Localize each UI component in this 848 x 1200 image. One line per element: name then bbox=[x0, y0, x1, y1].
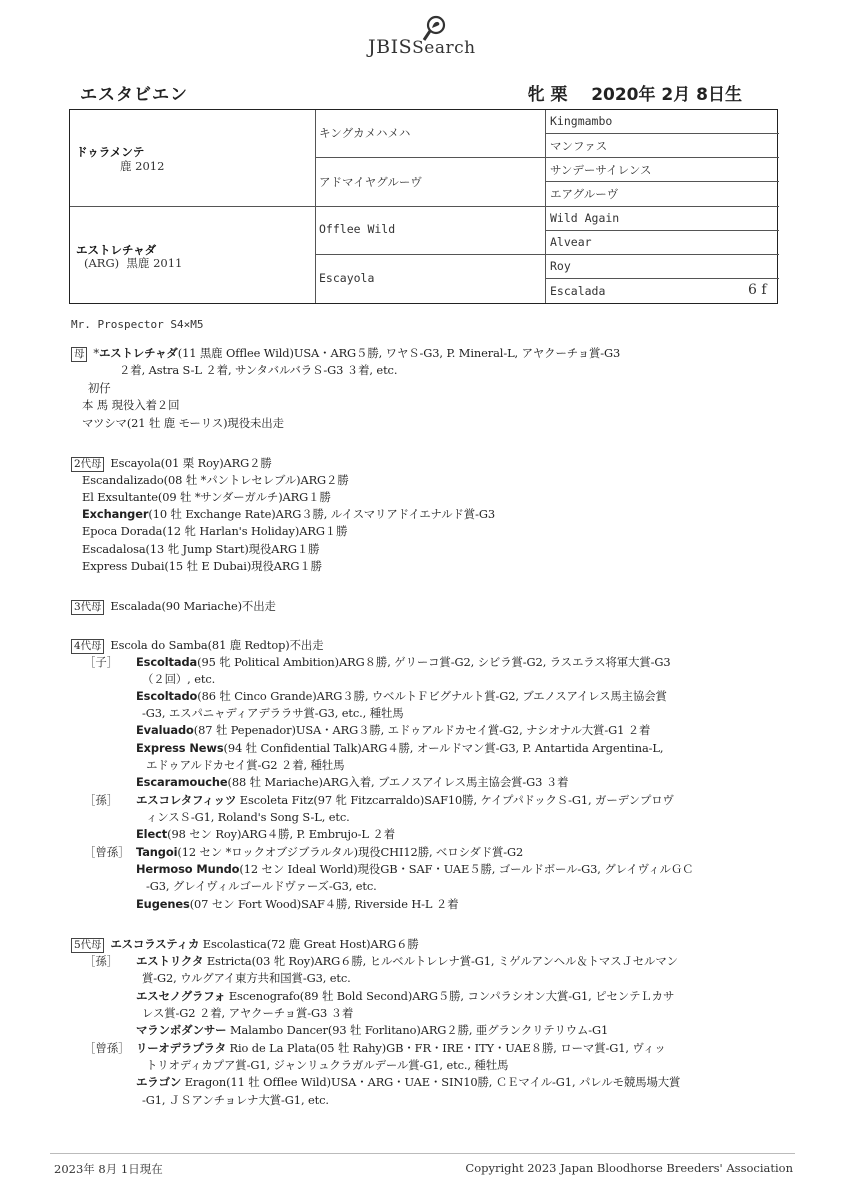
logo-text: JBISSearch bbox=[368, 36, 476, 58]
dam-name: エストレチャダ bbox=[76, 243, 157, 257]
footer-divider bbox=[50, 1153, 795, 1154]
g5-line: トリオディカプア賞-G1, ジャンリュクラガルデール賞-G1, etc., 種牡馬 bbox=[146, 1058, 509, 1072]
dam-line-3: 初仔 bbox=[88, 381, 111, 395]
g4-line: Escoltada(95 牝 Political Ambition)ARG８勝, ゲリーコ賞-G2, シビラ賞-G2, ラスエラス将軍大賞-G3 bbox=[136, 655, 671, 669]
tag-child: ［子］ bbox=[84, 655, 119, 669]
g5-line: リーオデラプラタ Rio de La Plata(05 牡 Rahy)GB・FR・IRE・ITY・UAE８勝, ローマ賞-G1, ヴィッ bbox=[136, 1041, 666, 1055]
gen-badge: 2代母 bbox=[71, 457, 104, 472]
sire-name: ドゥラメンテ bbox=[76, 145, 145, 159]
g4-line: Eugenes(07 セン Fort Wood)SAF４勝, Riverside H-L ２着 bbox=[136, 897, 459, 911]
g4-head: 4代母 Escola do Samba(81 鹿 Redtop)不出走 bbox=[71, 637, 324, 654]
g3-5: Wild Again bbox=[550, 211, 620, 225]
jbis-logo bbox=[368, 14, 498, 58]
dam-line-2: ２着, Astra S-L ２着, サンタバルバラＳ-G3 ３着, etc. bbox=[119, 363, 398, 377]
sire-detail: 鹿 2012 bbox=[120, 159, 165, 173]
g5-line: -G1, ＪＳアンチョレナ大賞-G1, etc. bbox=[142, 1093, 329, 1107]
g4-line: ィンスＳ-G1, Roland's Song S-L, etc. bbox=[146, 810, 350, 824]
g3-6: Alvear bbox=[550, 235, 592, 249]
horse-name: エスタビエン bbox=[80, 85, 188, 105]
horse-info bbox=[528, 80, 742, 105]
tag-grandchild: ［孫］ bbox=[84, 793, 119, 807]
sire-dam: アドマイヤグルーヴ bbox=[319, 175, 422, 189]
g3-3: サンデーサイレンス bbox=[550, 163, 652, 177]
g5-line: エスセノグラフォ Escenografo(89 牡 Bold Second)ARG５勝, コンパラシオン大賞-G1, ピセンテＬカサ bbox=[136, 989, 675, 1003]
g2-line: El Exsultante(09 牡 *サンダーガルチ)ARG１勝 bbox=[82, 490, 331, 504]
dam-detail: (ARG) 黒鹿 2011 bbox=[84, 256, 183, 270]
g4-line: Elect(98 セン Roy)ARG４勝, P. Embrujo-L ２着 bbox=[136, 827, 395, 841]
g4-line: Escaramouche(88 牡 Mariache)ARG入着, ブエノスアイレス馬主協会賞-G3 ３着 bbox=[136, 775, 569, 789]
g3-8: Escalada bbox=[550, 284, 606, 298]
dam-line-1: 母 *エストレチャダ(11 黒鹿 Offlee Wild)USA・ARG５勝, ワヤＳ-G3, P. Mineral-L, アヤクーチョ賞-G3 bbox=[71, 345, 620, 362]
gen-badge: 5代母 bbox=[71, 938, 104, 953]
gen-badge: 3代母 bbox=[71, 600, 104, 615]
footer-copyright: Copyright 2023 Japan Bloodhorse Breeders' Association bbox=[465, 1161, 793, 1175]
tag-great-grandchild: ［曾孫］ bbox=[84, 845, 130, 859]
g5-line: レス賞-G2 ２着, アヤクーチョ賞-G3 ３着 bbox=[142, 1006, 354, 1020]
sire-sire: キングカメハメハ bbox=[319, 126, 411, 140]
g4-line: エドゥアルドカセイ賞-G2 ２着, 種牡馬 bbox=[146, 758, 345, 772]
g3-4: エアグルーヴ bbox=[550, 187, 619, 201]
g5-head: 5代母 エスコラスティカ Escolastica(72 鹿 Great Host)ARG６勝 bbox=[71, 936, 419, 953]
g3-2: マンファス bbox=[550, 139, 608, 153]
dam-line-4: 本 馬 現役入着２回 bbox=[82, 398, 180, 412]
g2-line: Epoca Dorada(12 牝 Harlan's Holiday)ARG１勝 bbox=[82, 524, 348, 538]
g5-line: マランボダンサー Malambo Dancer(93 牡 Forlitano)ARG２勝, 亜グランクリテリウム-G1 bbox=[136, 1023, 609, 1037]
dam-sire: Offlee Wild bbox=[319, 222, 396, 236]
sex-color: 牝 栗 bbox=[527, 85, 568, 105]
g4-line: Hermoso Mundo(12 セン Ideal World)現役GB・SAF・UAE５勝, ゴールドボール-G3, グレイヴィルＧＣ bbox=[136, 862, 694, 876]
tag-great-grandchild: ［曾孫］ bbox=[84, 1041, 130, 1055]
dam-dam: Escayola bbox=[319, 271, 375, 285]
gen-badge: 4代母 bbox=[71, 639, 104, 654]
g4-line: Tangoi(12 セン *ロックオブジブラルタル)現役CHI12勝, ベロシダド賞-G2 bbox=[136, 845, 524, 859]
tag-grandchild: ［孫］ bbox=[84, 954, 119, 968]
gen-badge: 母 bbox=[71, 347, 87, 362]
footer-date: 2023年 8月 1日現在 bbox=[54, 1162, 163, 1176]
g2-line: Escadalosa(13 牝 Jump Start)現役ARG１勝 bbox=[82, 542, 320, 556]
g2-line: Escandalizado(08 牡 *パントレセレブル)ARG２勝 bbox=[82, 473, 349, 487]
g3-7: Roy bbox=[550, 259, 571, 273]
g4-line: Escoltado(86 牡 Cinco Grande)ARG３勝, ウベルトＦビグナルト賞-G2, ブエノスアイレス馬主協会賞 bbox=[136, 689, 667, 703]
g2-head: 2代母 Escayola(01 栗 Roy)ARG２勝 bbox=[71, 455, 272, 472]
birth-date: 2020年 2月 8日生 bbox=[591, 85, 742, 105]
g4-line: エスコレタフィッツ Escoleta Fitz(97 牝 Fitzcarraldo)SAF10勝, ケイプパドックＳ-G1, ガーデンプロヴ bbox=[136, 793, 674, 807]
g3-head: 3代母 Escalada(90 Mariache)不出走 bbox=[71, 598, 276, 615]
inbreeding: Mr. Prospector S4×M5 bbox=[71, 318, 204, 331]
pedigree-table bbox=[69, 109, 778, 304]
g4-line: Evaluado(87 牡 Pepenador)USA・ARG３勝, エドゥアルドカセイ賞-G2, ナシオナル大賞-G1 ２着 bbox=[136, 723, 651, 737]
g4-line: Express News(94 牡 Confidential Talk)ARG４勝, オールドマン賞-G3, P. Antartida Argentina-L, bbox=[136, 741, 664, 755]
g5-line: エストリクタ Estricta(03 牝 Roy)ARG６勝, ヒルベルトレレナ賞-G1, ミゲルアンヘル＆トマスＪセルマン bbox=[136, 954, 678, 968]
g2-line: Exchanger(10 牡 Exchange Rate)ARG３勝, ルイスマリアドイエナルド賞-G3 bbox=[82, 507, 495, 521]
g2-line: Express Dubai(15 牡 E Dubai)現役ARG１勝 bbox=[82, 559, 322, 573]
g4-line: （２回）, etc. bbox=[142, 672, 216, 686]
g5-line: 賞-G2, ウルグアイ東方共和国賞-G3, etc. bbox=[142, 971, 351, 985]
family-number: 6 f bbox=[748, 282, 767, 298]
g3-1: Kingmambo bbox=[550, 114, 613, 128]
dam-line-5: マツシマ(21 牡 鹿 モーリス)現役未出走 bbox=[82, 416, 284, 430]
g4-line: -G3, グレイヴィルゴールドヴァーズ-G3, etc. bbox=[146, 879, 377, 893]
g5-line: エラゴン Eragon(11 牡 Offlee Wild)USA・ARG・UAE・SIN10勝, ＣＥマイル-G1, パレルモ競馬場大賞 bbox=[136, 1075, 681, 1089]
g4-line: -G3, エスパニャディアデララサ賞-G3, etc., 種牡馬 bbox=[142, 706, 404, 720]
